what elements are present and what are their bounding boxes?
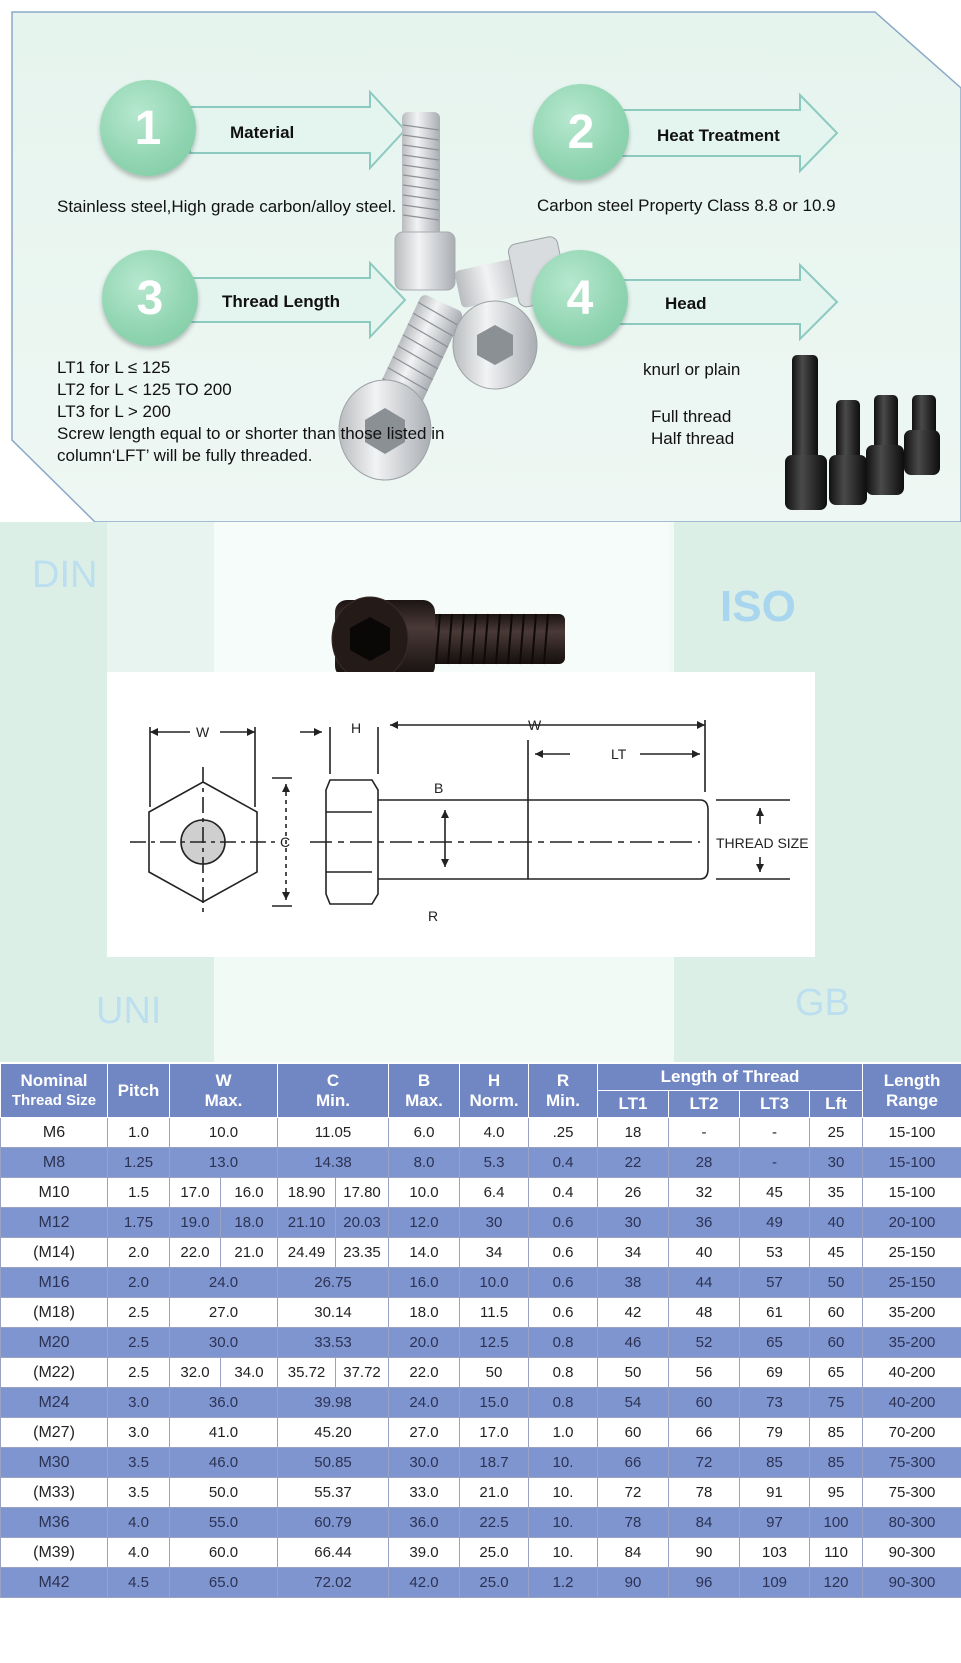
table-row xyxy=(1,1538,961,1568)
header-c xyxy=(278,1064,389,1118)
cell-c-min-a: 24.49 xyxy=(278,1238,336,1268)
cell-w-max: 27.0 xyxy=(170,1298,278,1328)
cell-length-range: 90-300 xyxy=(863,1568,961,1598)
header-length-range-line2: Range xyxy=(886,1090,939,1110)
cell-thread-size: (M14) xyxy=(1,1238,108,1268)
cell-r-min: 0.8 xyxy=(529,1328,598,1358)
spec-table-body xyxy=(1,1118,961,1598)
header-r xyxy=(529,1064,598,1118)
cell-r-min: 10. xyxy=(529,1508,598,1538)
cell-b-max: 18.0 xyxy=(389,1298,460,1328)
thread-length-line-4: Screw length equal to or shorter than those listed in xyxy=(57,424,445,443)
cell-lft: 40 xyxy=(810,1208,863,1238)
cell-r-min: 0.6 xyxy=(529,1238,598,1268)
thread-length-line-5: column‘LFT’ will be fully threaded. xyxy=(57,446,313,465)
cell-c-min-b: 23.35 xyxy=(336,1238,389,1268)
drawing-section xyxy=(0,522,961,1062)
cell-lt1: 38 xyxy=(598,1268,669,1298)
cell-c-min: 11.05 xyxy=(278,1118,389,1148)
header-w-line1: W xyxy=(215,1070,232,1090)
header-length-range-line1: Length xyxy=(883,1070,941,1090)
cell-h-norm: 25.0 xyxy=(460,1568,529,1598)
cell-length-range: 40-200 xyxy=(863,1388,961,1418)
cell-r-min: 1.0 xyxy=(529,1418,598,1448)
cell-lft: 35 xyxy=(810,1178,863,1208)
cell-h-norm: 50 xyxy=(460,1358,529,1388)
cell-h-norm: 21.0 xyxy=(460,1478,529,1508)
cell-thread-size: (M27) xyxy=(1,1418,108,1448)
cell-h-norm: 5.3 xyxy=(460,1148,529,1178)
cell-r-min: 0.4 xyxy=(529,1178,598,1208)
label-b: B xyxy=(434,780,444,796)
cell-h-norm: 15.0 xyxy=(460,1388,529,1418)
cell-pitch: 2.5 xyxy=(108,1298,170,1328)
cell-thread-size: M36 xyxy=(1,1508,108,1538)
cell-c-min: 39.98 xyxy=(278,1388,389,1418)
cell-length-range: 75-300 xyxy=(863,1448,961,1478)
table-row xyxy=(1,1298,961,1328)
cell-c-min: 55.37 xyxy=(278,1478,389,1508)
cell-b-max: 6.0 xyxy=(389,1118,460,1148)
header-h-line2: Norm. xyxy=(469,1090,519,1110)
cell-lt3: - xyxy=(740,1118,810,1148)
cell-thread-size: M10 xyxy=(1,1178,108,1208)
cell-length-range: 15-100 xyxy=(863,1178,961,1208)
cell-b-max: 8.0 xyxy=(389,1148,460,1178)
cell-lt3: 69 xyxy=(740,1358,810,1388)
cell-thread-size: (M33) xyxy=(1,1478,108,1508)
header-length-range xyxy=(863,1064,961,1118)
cell-lt2: 90 xyxy=(669,1538,740,1568)
cell-pitch: 4.0 xyxy=(108,1538,170,1568)
cell-pitch: 1.75 xyxy=(108,1208,170,1238)
cell-r-min: 10. xyxy=(529,1448,598,1478)
cell-lt1: 72 xyxy=(598,1478,669,1508)
cell-c-min: 60.79 xyxy=(278,1508,389,1538)
cell-b-max: 36.0 xyxy=(389,1508,460,1538)
label-w-length: W xyxy=(528,717,542,733)
thread-length-line-2: LT2 for L < 125 TO 200 xyxy=(57,380,232,399)
label-r: R xyxy=(428,908,439,924)
cell-thread-size: M42 xyxy=(1,1568,108,1598)
cell-w-max-a: 22.0 xyxy=(170,1238,221,1268)
cell-r-min: 1.2 xyxy=(529,1568,598,1598)
cell-lt1: 18 xyxy=(598,1118,669,1148)
header-w-line2: Max. xyxy=(204,1090,243,1110)
step-4-circle xyxy=(532,250,628,346)
cell-lt1: 50 xyxy=(598,1358,669,1388)
cell-thread-size: M20 xyxy=(1,1328,108,1358)
cell-thread-size: (M39) xyxy=(1,1538,108,1568)
cell-pitch: 4.0 xyxy=(108,1508,170,1538)
cell-r-min: 0.6 xyxy=(529,1268,598,1298)
cell-w-max: 41.0 xyxy=(170,1418,278,1448)
cell-b-max: 16.0 xyxy=(389,1268,460,1298)
cell-r-min: 0.6 xyxy=(529,1298,598,1328)
cell-b-max: 39.0 xyxy=(389,1538,460,1568)
cell-h-norm: 12.5 xyxy=(460,1328,529,1358)
step-3-circle xyxy=(102,250,198,346)
table-row xyxy=(1,1478,961,1508)
cell-w-max: 24.0 xyxy=(170,1268,278,1298)
head-option-half-thread: Half thread xyxy=(651,429,735,448)
cell-r-min: 0.8 xyxy=(529,1388,598,1418)
cell-c-min: 30.14 xyxy=(278,1298,389,1328)
cell-h-norm: 11.5 xyxy=(460,1298,529,1328)
cell-w-max: 30.0 xyxy=(170,1328,278,1358)
cell-h-norm: 22.5 xyxy=(460,1508,529,1538)
cell-thread-size: (M18) xyxy=(1,1298,108,1328)
table-row xyxy=(1,1118,961,1148)
cell-r-min: 0.4 xyxy=(529,1148,598,1178)
cell-lt2: 66 xyxy=(669,1418,740,1448)
cell-lt3: - xyxy=(740,1148,810,1178)
cell-thread-size: M12 xyxy=(1,1208,108,1238)
cell-w-max-b: 18.0 xyxy=(221,1208,278,1238)
cell-lft: 60 xyxy=(810,1328,863,1358)
cell-c-min: 33.53 xyxy=(278,1328,389,1358)
cell-h-norm: 34 xyxy=(460,1238,529,1268)
cell-b-max: 24.0 xyxy=(389,1388,460,1418)
cell-lt2: 48 xyxy=(669,1298,740,1328)
cell-pitch: 4.5 xyxy=(108,1568,170,1598)
cell-b-max: 22.0 xyxy=(389,1358,460,1388)
table-row xyxy=(1,1388,961,1418)
table-row xyxy=(1,1508,961,1538)
cell-length-range: 70-200 xyxy=(863,1418,961,1448)
cell-lt2: 60 xyxy=(669,1388,740,1418)
cell-lt3: 57 xyxy=(740,1268,810,1298)
step-2-circle xyxy=(533,84,629,180)
cell-pitch: 3.0 xyxy=(108,1388,170,1418)
cell-lt3: 79 xyxy=(740,1418,810,1448)
label-thread-size: THREAD SIZE xyxy=(716,835,809,851)
cell-w-max: 65.0 xyxy=(170,1568,278,1598)
cell-lt3: 103 xyxy=(740,1538,810,1568)
cell-w-max: 60.0 xyxy=(170,1538,278,1568)
thread-length-description xyxy=(57,357,444,467)
spec-table xyxy=(0,1063,961,1598)
table-row xyxy=(1,1208,961,1238)
cell-c-min-a: 21.10 xyxy=(278,1208,336,1238)
cell-w-max: 50.0 xyxy=(170,1478,278,1508)
header-h-line1: H xyxy=(487,1070,501,1090)
cell-pitch: 1.0 xyxy=(108,1118,170,1148)
cell-thread-size: (M22) xyxy=(1,1358,108,1388)
heat-treatment-description: Carbon steel Property Class 8.8 or 10.9 xyxy=(537,196,836,215)
cell-w-max: 46.0 xyxy=(170,1448,278,1478)
step-1-number: 1 xyxy=(134,101,162,155)
cell-h-norm: 30 xyxy=(460,1208,529,1238)
cell-b-max: 20.0 xyxy=(389,1328,460,1358)
cell-lt1: 66 xyxy=(598,1448,669,1478)
cell-lt3: 45 xyxy=(740,1178,810,1208)
watermark-uni: UNI xyxy=(96,990,162,1032)
table-row xyxy=(1,1448,961,1478)
cell-b-max: 27.0 xyxy=(389,1418,460,1448)
cell-lt2: 36 xyxy=(669,1208,740,1238)
watermark-din: DIN xyxy=(32,554,98,596)
cell-pitch: 2.0 xyxy=(108,1268,170,1298)
cell-lt3: 73 xyxy=(740,1388,810,1418)
cell-pitch: 2.5 xyxy=(108,1328,170,1358)
cell-c-min-b: 17.80 xyxy=(336,1178,389,1208)
cell-r-min: .25 xyxy=(529,1118,598,1148)
cell-lft: 25 xyxy=(810,1118,863,1148)
head-title: Head xyxy=(665,294,707,313)
cell-lt3: 49 xyxy=(740,1208,810,1238)
cell-pitch: 2.5 xyxy=(108,1358,170,1388)
header-r-line1: R xyxy=(556,1070,570,1090)
cell-lft: 85 xyxy=(810,1418,863,1448)
cell-length-range: 75-300 xyxy=(863,1478,961,1508)
cell-length-range: 15-100 xyxy=(863,1148,961,1178)
cell-lft: 65 xyxy=(810,1358,863,1388)
cell-length-range: 25-150 xyxy=(863,1268,961,1298)
cell-lt1: 30 xyxy=(598,1208,669,1238)
cell-c-min: 26.75 xyxy=(278,1268,389,1298)
head-option-knurl: knurl or plain xyxy=(643,360,741,379)
cell-length-range: 40-200 xyxy=(863,1358,961,1388)
table-row xyxy=(1,1238,961,1268)
cell-lt1: 34 xyxy=(598,1238,669,1268)
cell-lft: 30 xyxy=(810,1148,863,1178)
cell-r-min: 10. xyxy=(529,1538,598,1568)
cell-r-min: 10. xyxy=(529,1478,598,1508)
cell-h-norm: 18.7 xyxy=(460,1448,529,1478)
cell-r-min: 0.6 xyxy=(529,1208,598,1238)
cell-w-max: 36.0 xyxy=(170,1388,278,1418)
cell-c-min-b: 20.03 xyxy=(336,1208,389,1238)
cell-lt2: 28 xyxy=(669,1148,740,1178)
cell-lft: 50 xyxy=(810,1268,863,1298)
cell-lt1: 22 xyxy=(598,1148,669,1178)
table-row xyxy=(1,1358,961,1388)
watermark-iso: ISO xyxy=(720,582,796,631)
cell-c-min: 66.44 xyxy=(278,1538,389,1568)
header-b xyxy=(389,1064,460,1118)
cell-pitch: 3.0 xyxy=(108,1418,170,1448)
cell-lt3: 65 xyxy=(740,1328,810,1358)
cell-lt2: - xyxy=(669,1118,740,1148)
cell-lt2: 72 xyxy=(669,1448,740,1478)
thread-length-title: Thread Length xyxy=(222,292,341,311)
cell-b-max: 10.0 xyxy=(389,1178,460,1208)
header-b-line2: Max. xyxy=(405,1090,443,1110)
cell-lt2: 84 xyxy=(669,1508,740,1538)
cell-lt2: 40 xyxy=(669,1238,740,1268)
cell-lt2: 52 xyxy=(669,1328,740,1358)
header-lt3: LT3 xyxy=(740,1091,810,1118)
cell-thread-size: M16 xyxy=(1,1268,108,1298)
heat-treatment-title: Heat Treatment xyxy=(657,126,780,145)
cell-lt1: 54 xyxy=(598,1388,669,1418)
watermark-gb: GB xyxy=(795,982,850,1024)
cell-lt2: 56 xyxy=(669,1358,740,1388)
cell-b-max: 12.0 xyxy=(389,1208,460,1238)
cell-lt1: 60 xyxy=(598,1418,669,1448)
cell-lt1: 84 xyxy=(598,1538,669,1568)
cell-w-max-b: 21.0 xyxy=(221,1238,278,1268)
cell-w-max: 13.0 xyxy=(170,1148,278,1178)
cell-pitch: 2.0 xyxy=(108,1238,170,1268)
cell-thread-size: M30 xyxy=(1,1448,108,1478)
header-nominal xyxy=(1,1064,108,1118)
cell-length-range: 35-200 xyxy=(863,1298,961,1328)
cell-h-norm: 4.0 xyxy=(460,1118,529,1148)
cell-c-min: 72.02 xyxy=(278,1568,389,1598)
head-option-full-thread: Full thread xyxy=(651,407,732,426)
header-h xyxy=(460,1064,529,1118)
table-row xyxy=(1,1178,961,1208)
table-row xyxy=(1,1568,961,1598)
step-2-number: 2 xyxy=(567,105,595,159)
step-4-number: 4 xyxy=(566,271,594,325)
cell-lft: 60 xyxy=(810,1298,863,1328)
header-pitch: Pitch xyxy=(108,1064,170,1118)
cell-lft: 120 xyxy=(810,1568,863,1598)
cell-lt3: 109 xyxy=(740,1568,810,1598)
table-row xyxy=(1,1418,961,1448)
cell-lft: 85 xyxy=(810,1448,863,1478)
cell-lt1: 26 xyxy=(598,1178,669,1208)
cell-length-range: 80-300 xyxy=(863,1508,961,1538)
cell-h-norm: 17.0 xyxy=(460,1418,529,1448)
cell-w-max-b: 34.0 xyxy=(221,1358,278,1388)
cell-pitch: 1.25 xyxy=(108,1148,170,1178)
cell-lt2: 96 xyxy=(669,1568,740,1598)
cell-pitch: 1.5 xyxy=(108,1178,170,1208)
cell-b-max: 33.0 xyxy=(389,1478,460,1508)
cell-w-max-a: 17.0 xyxy=(170,1178,221,1208)
cell-lt1: 42 xyxy=(598,1298,669,1328)
cell-lt1: 46 xyxy=(598,1328,669,1358)
cell-b-max: 30.0 xyxy=(389,1448,460,1478)
cell-lt3: 53 xyxy=(740,1238,810,1268)
thread-length-line-1: LT1 for L ≤ 125 xyxy=(57,358,171,377)
cell-c-min: 45.20 xyxy=(278,1418,389,1448)
step-3-number: 3 xyxy=(136,271,164,325)
cell-w-max-a: 32.0 xyxy=(170,1358,221,1388)
features-panel xyxy=(0,0,961,522)
material-title: Material xyxy=(230,123,295,142)
cell-length-range: 25-150 xyxy=(863,1238,961,1268)
cell-lft: 110 xyxy=(810,1538,863,1568)
cell-b-max: 42.0 xyxy=(389,1568,460,1598)
step-1-circle xyxy=(100,80,196,176)
table-row xyxy=(1,1328,961,1358)
cell-c-min-b: 37.72 xyxy=(336,1358,389,1388)
cell-lt3: 91 xyxy=(740,1478,810,1508)
cell-h-norm: 10.0 xyxy=(460,1268,529,1298)
cell-thread-size: M24 xyxy=(1,1388,108,1418)
header-lft: Lft xyxy=(810,1091,863,1118)
cell-lt3: 85 xyxy=(740,1448,810,1478)
table-row xyxy=(1,1148,961,1178)
socket-cap-bolt-image xyxy=(0,522,961,1062)
cell-h-norm: 25.0 xyxy=(460,1538,529,1568)
label-lt: LT xyxy=(611,746,627,762)
cell-lt2: 78 xyxy=(669,1478,740,1508)
material-description: Stainless steel,High grade carbon/alloy steel. xyxy=(57,197,397,216)
header-lt2: LT2 xyxy=(669,1091,740,1118)
label-h: H xyxy=(351,720,362,736)
cell-pitch: 3.5 xyxy=(108,1448,170,1478)
cell-c-min-a: 18.90 xyxy=(278,1178,336,1208)
cell-w-max: 10.0 xyxy=(170,1118,278,1148)
label-c: C xyxy=(280,834,291,850)
cell-length-range: 20-100 xyxy=(863,1208,961,1238)
cell-lft: 45 xyxy=(810,1238,863,1268)
cell-lt2: 44 xyxy=(669,1268,740,1298)
label-w-hex: W xyxy=(196,724,210,740)
cell-lft: 100 xyxy=(810,1508,863,1538)
cell-pitch: 3.5 xyxy=(108,1478,170,1508)
cell-w-max-b: 16.0 xyxy=(221,1178,278,1208)
cell-w-max: 55.0 xyxy=(170,1508,278,1538)
cell-lt1: 78 xyxy=(598,1508,669,1538)
cell-lft: 95 xyxy=(810,1478,863,1508)
cell-lft: 75 xyxy=(810,1388,863,1418)
cell-h-norm: 6.4 xyxy=(460,1178,529,1208)
header-c-line2: Min. xyxy=(316,1090,351,1110)
cell-c-min: 14.38 xyxy=(278,1148,389,1178)
header-lt1: LT1 xyxy=(598,1091,669,1118)
header-nominal-line1: Nominal xyxy=(20,1070,88,1090)
header-c-line1: C xyxy=(326,1070,340,1090)
cell-length-range: 15-100 xyxy=(863,1118,961,1148)
cell-thread-size: M6 xyxy=(1,1118,108,1148)
cell-lt3: 61 xyxy=(740,1298,810,1328)
cell-lt2: 32 xyxy=(669,1178,740,1208)
cell-thread-size: M8 xyxy=(1,1148,108,1178)
cell-c-min-a: 35.72 xyxy=(278,1358,336,1388)
header-nominal-line2: Thread Size xyxy=(11,1091,97,1109)
cell-length-range: 35-200 xyxy=(863,1328,961,1358)
cell-lt1: 90 xyxy=(598,1568,669,1598)
header-r-line2: Min. xyxy=(546,1090,581,1110)
cell-lt3: 97 xyxy=(740,1508,810,1538)
cell-r-min: 0.8 xyxy=(529,1358,598,1388)
table-row xyxy=(1,1268,961,1298)
cell-c-min: 50.85 xyxy=(278,1448,389,1478)
header-w xyxy=(170,1064,278,1118)
thread-length-line-3: LT3 for L > 200 xyxy=(57,402,171,421)
header-length-of-thread: Length of Thread xyxy=(598,1064,863,1091)
cell-w-max-a: 19.0 xyxy=(170,1208,221,1238)
cell-b-max: 14.0 xyxy=(389,1238,460,1268)
header-b-line1: B xyxy=(417,1070,431,1090)
cell-length-range: 90-300 xyxy=(863,1538,961,1568)
